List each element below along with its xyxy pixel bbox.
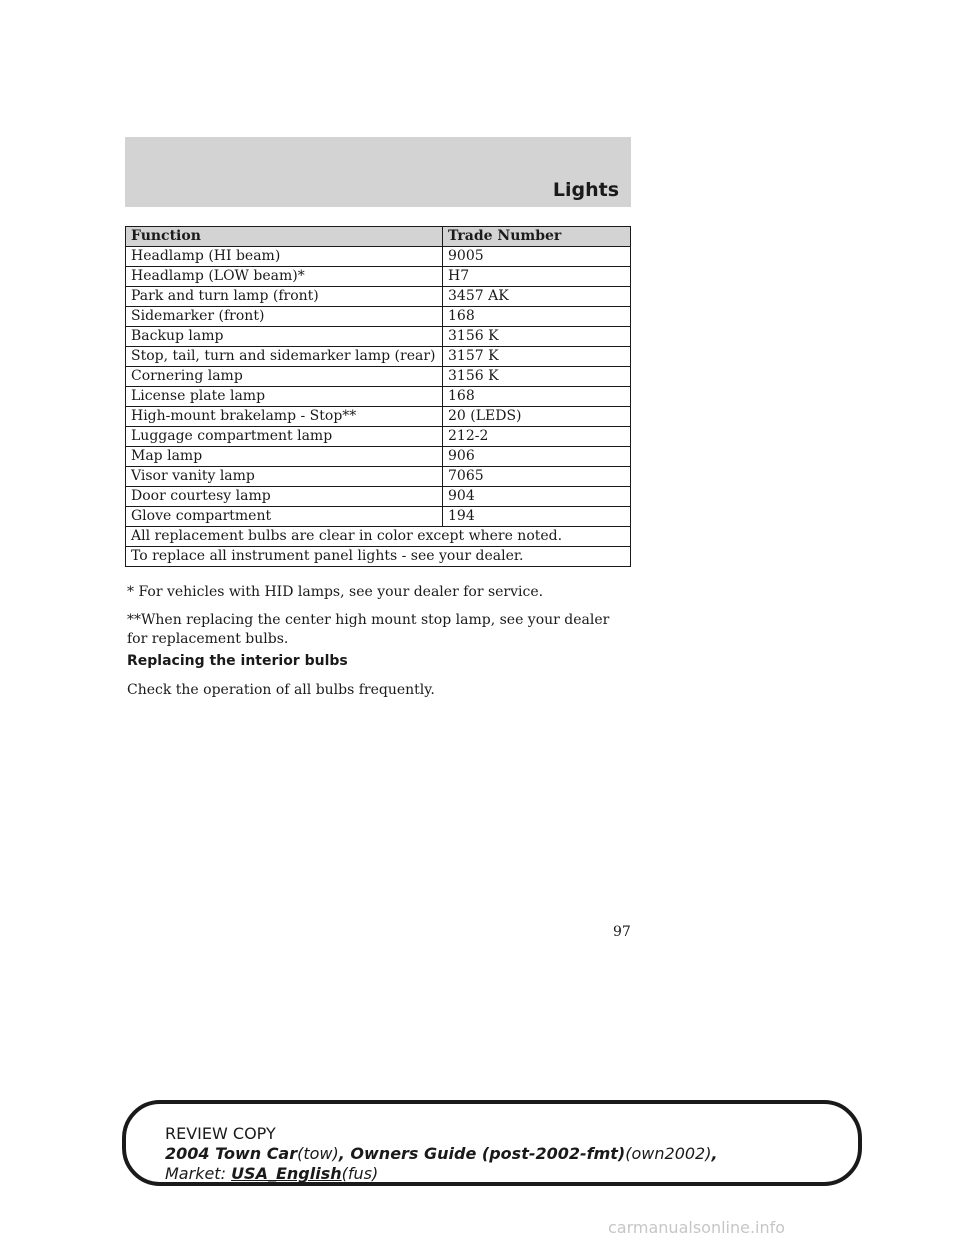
section-header-band (125, 137, 631, 207)
table-row (126, 287, 631, 307)
table-header-row (126, 227, 631, 247)
table-row (126, 347, 631, 367)
cell-trade-number: 906 (443, 447, 631, 467)
table-row (126, 327, 631, 347)
cell-function: Glove compartment (126, 507, 443, 527)
cell-trade-number: 7065 (443, 467, 631, 487)
table-row (126, 467, 631, 487)
table-footer-note: All replacement bulbs are clear in color except where noted. (126, 527, 631, 547)
table-row (126, 507, 631, 527)
cell-function: License plate lamp (126, 387, 443, 407)
cell-trade-number: 3157 K (443, 347, 631, 367)
note-high-mount: **When replacing the center high mount stop lamp, see your dealer for replacement bulbs. (127, 612, 610, 647)
cell-function: Park and turn lamp (front) (126, 287, 443, 307)
review-comma: , (711, 1144, 718, 1163)
cell-trade-number: 168 (443, 387, 631, 407)
cell-trade-number: 3156 K (443, 327, 631, 347)
table-row (126, 387, 631, 407)
review-copy-market-line (165, 1164, 718, 1184)
review-copy-label: REVIEW COPY (165, 1124, 276, 1143)
cell-function: Headlamp (LOW beam)* (126, 267, 443, 287)
cell-function: Sidemarker (front) (126, 307, 443, 327)
page-number: 97 (613, 924, 631, 940)
review-vehicle: 2004 Town Car (165, 1144, 298, 1163)
cell-trade-number: 194 (443, 507, 631, 527)
table-row (126, 447, 631, 467)
cell-trade-number: 9005 (443, 247, 631, 267)
cell-trade-number: 3156 K (443, 367, 631, 387)
cell-function: Door courtesy lamp (126, 487, 443, 507)
review-vehicle-code: (tow) (297, 1144, 339, 1163)
table-footer-note: To replace all instrument panel lights - see your dealer. (126, 547, 631, 567)
cell-function: Headlamp (HI beam) (126, 247, 443, 267)
table-row (126, 247, 631, 267)
cell-trade-number: 904 (443, 487, 631, 507)
cell-function: Backup lamp (126, 327, 443, 347)
review-copy-text (165, 1124, 718, 1184)
review-market-label: Market: (165, 1164, 226, 1183)
cell-trade-number: H7 (443, 267, 631, 287)
table-row (126, 487, 631, 507)
table-row (126, 267, 631, 287)
table-footer-row (126, 547, 631, 567)
watermark-text: carmanualsonline.info (608, 1218, 786, 1237)
section-body: Check the operation of all bulbs frequently. (127, 682, 435, 698)
table-row (126, 407, 631, 427)
review-copy-vehicle-line (165, 1144, 718, 1164)
review-guide-code: (own2002) (625, 1144, 712, 1163)
table-row (126, 307, 631, 327)
table-row (126, 427, 631, 447)
cell-function: Luggage compartment lamp (126, 427, 443, 447)
review-market: USA_English (231, 1164, 342, 1183)
cell-function: Map lamp (126, 447, 443, 467)
table-footer-row (126, 527, 631, 547)
table-row (126, 367, 631, 387)
review-guide: , Owners Guide (post-2002-fmt) (338, 1144, 626, 1163)
note-hid: * For vehicles with HID lamps, see your dealer for service. (127, 584, 544, 600)
bulb-table-body (126, 247, 631, 527)
cell-function: Visor vanity lamp (126, 467, 443, 487)
cell-trade-number: 20 (LEDS) (443, 407, 631, 427)
column-header-trade-number: Trade Number (443, 227, 631, 247)
cell-function: Cornering lamp (126, 367, 443, 387)
review-market-code: (fus) (341, 1164, 379, 1183)
cell-trade-number: 212-2 (443, 427, 631, 447)
section-title: Lights (552, 179, 619, 201)
cell-function: High-mount brakelamp - Stop** (126, 407, 443, 427)
cell-function: Stop, tail, turn and sidemarker lamp (rear) (126, 347, 443, 367)
section-heading: Replacing the interior bulbs (127, 653, 348, 669)
bulb-table (125, 226, 631, 567)
column-header-function: Function (126, 227, 443, 247)
cell-trade-number: 168 (443, 307, 631, 327)
cell-trade-number: 3457 AK (443, 287, 631, 307)
